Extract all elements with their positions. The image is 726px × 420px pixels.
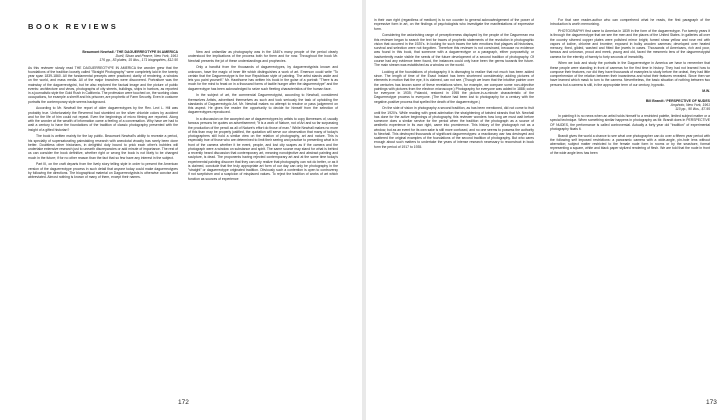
review-1-title: THE DAGUERREOTYPE IN AMERICA bbox=[116, 50, 178, 54]
paragraph: When we look and study the portraits in the Daguerreotype in America we have to remember that these people were standing in front of cameras for the first time in history. They had not learned how to compose their features, nor did they have thousands of examples to study before the ordeal, they had little comprehension of the relation between their inwardness and what their features revealed. Since then we have learned which mask to turn to the camera. Nevertheless, the basic situation of nothing between two persons but a camera is still, in the appropriate term of our century, hypnotic. bbox=[550, 61, 710, 87]
paragraph: PHOTOGRAPHY first came to America in 1839 in the form of the daguerreotype. For twenty years it is through the daguerreotype that we see the men and the places of the United States. In galleries all over the country silvered copper plates were polished mirror bright; fumed straw yellow and rose red with vapors of iodine, chlorine and bromine; exposed in bulky wooden cameras; developed over heated mercury; fixed, gilded, washed and fitted like jewels in cases. Thousands of Americans, rich and poor, famous and unknown, proud and meek, young and old, faced the mesmeric lens of the daguerreotypist camera for the eternity of twenty to forty seconds of immobility. bbox=[550, 29, 710, 59]
review-2-author: Bill Brandt bbox=[645, 98, 664, 103]
left-page bbox=[0, 0, 362, 420]
paragraph: In the subject of art, the commercial Daguerreotypist, according to Newhall, considered themselves Artists, advertised themselves as such and took seriously the task of upholding the standards of Daguerreotypic Art. Mr. Newhall makes no attempt to resolve or pass judgement on this aspect. He gives the reader the opportunity to decide for himself from the selection of daguerreotypes reproduced. bbox=[188, 93, 338, 115]
paragraph: Brandt gives the world a chance to see what one photographer can do over a fifteen year period with the following self imposed restrictions: a panoramic camera with a wide-angle, pin-hole lens without aberration; subject matter restricted to the female nude form in rooms or by the seashore, format representing a square, white and black paper stylized rendering of flesh. We are told that the nude in front of the wide angle lens has been bbox=[550, 133, 710, 155]
paragraph: in their own right (regardless of medium) is to run counter to general acknowledgement of the power of expressive form in art, on the findings of psychologists who investigate the manifestations of expressive form. bbox=[374, 18, 534, 31]
review-1-byline: Beaumont Newhall / THE DAGUERREOTYPE IN AMERICA Duell, Sloan and Pearce, New York, 1961 176 pp., 83 plates, 15 illus., 171 biographies, $12.50 bbox=[82, 50, 178, 63]
page-number-right: 173 bbox=[706, 399, 717, 406]
review-2-details: 110 pp., 90 illus., $7.95 bbox=[675, 106, 710, 111]
column-3 bbox=[374, 18, 534, 396]
review-2-byline: Bill Brandt / PERSPECTIVE OF NUDES Amphoto, New York, 1961 110 pp., 90 illus., $7.95 bbox=[645, 98, 710, 111]
review-2-title: PERSPECTIVE OF NUDES bbox=[666, 98, 710, 103]
column-2 bbox=[188, 50, 338, 396]
paragraph: On the side of vision in photography a second tradition, as has been mentioned, did not come to fruit until the 1920's. While reading with great admiration the straightening of twisted strands that Mr. Newhall has done for the active beginnings of photography, this reviewer wonders how long we must wait before someone does a similar service for the period when the tradition of the photograph as a source of aesthetic experience in its own right, came into prominence. This history of the photograph not as a window, but as an event for its own sake is still more confused, and no one seems to possess the authority to Newhall. This destroyed thousands of significant daguerreotypes: a reactionary war has destroyed and scattered the original examples of the foundations of the second tradition of photography. But who cares enough about such matters to undertake the years of intense research necessary to reconstruct in book form the period of 1917 to 1935. bbox=[374, 106, 534, 149]
review-2-publisher: Amphoto, New York, 1961 bbox=[670, 102, 710, 107]
paragraph: In painting it is no news when an artist holds himself to a restricted palette, limited subject matter or a special technique. When something similar happens in photography as Mr. Brandt does in PERSPECTIVE OF NUDES, the performance is called controversial. Actually a forty year old "tradition" of experimental photography floats it. bbox=[550, 114, 710, 131]
paragraph: New and unfamiliar as photography was in the 1840's many people of the period clearly understood the implications of the process both for them and for now. Throughout the book Mr. Newhall presents the jot of these understandings and prophecies. bbox=[188, 50, 338, 63]
paragraph: Looking at the foundations of photography it is dismaying to realize that not much has been added since. The length of time of the Exact Instant has been shortened considerably; adding pictures of elements in motion that the eye, it is claimed, can not see. (Though we learn that the intuitive painter over the centuries has known some of these revelations when, for example, we compare some non-objective paintings with pictures from the electron microscope.) Photography for everyone was added in 1888; color for everyone in 1935; Polaroid, restored in 1955 the picture-in-a-minute characteristic of the Daguerreotype process to everyone. (The feature had been lost to photography for a century with the negative-positive process that spelled the death of the daguerreotype.) bbox=[374, 69, 534, 104]
section-title: BOOK REVIEWS bbox=[28, 22, 119, 31]
review-1-publisher: Duell, Sloan and Pearce, New York, 1961 bbox=[115, 54, 178, 59]
paragraph: As this reviewer slowly read THE DAGUERREOTYPE IN AMERICA the wonder grew that the foundations of the tradition loosely called "Straight Photography" were completely laid in the twenty year span 1839-1860. All the fundamental precepts were practiced; clarity of rendering, a window on the world, and mass media. All of the major branches were discovered. Portraiture was the mainstay of the daguerreotypist, but he also explored the factual image and the picture of public events: architecture and views, photographs of city streets, buildings, ships in harbors, as reported in a journalistic style the Gold Rush in California. The profession were touched on, the working class occupations, for example a sheriff and his prisoner, are prophetic of Farm Security. Even in costume portraits the contemporary style seems background. bbox=[28, 65, 178, 104]
paragraph: For that rare reader-author who can comprehend what he reads, the first paragraph of the Introduction is worth memorizing. bbox=[550, 18, 710, 27]
page-number-left: 172 bbox=[178, 399, 189, 406]
reviewer-signature: M.W. bbox=[702, 89, 710, 94]
paragraph: In a discussion on the accepted use of daguerreotypes by artists to copy likenesses of, usually famous persons he quotes an advertisement; "It is a work of Nature, not of Art and so far surpassing the production of the pencil as all of Nature's effort do those of man." While Newhall makes no more of this than may be properly justified, the quotation will serve our observation that many of today's photographers still hold a similar view on the relation of photography, art and nature. This is especially true of those who are determined to limit their seeing and practice to presenting what is in front of the camera whether it be event, people, and lost city scapes as if the camera and the photograph were a window on substance and spirit. The same source may stand for what is behind a recently heard discussion that contemporary art, meaning nonobjective and abstract painting and sculpture, is dead. The proponents having rejected contemporary art and at the same time today's experimental painting discover that they can only realize that photography can not do better, or as it is claimed, conclude that the truly appropriate art form of our day can only be photography in the "straight" or daguerreotype originated tradition. Obviously such a contention is open to controversy if not scepticism and a suspicion of misplaced values. To reject the tradition of works of art which function as sources of experience bbox=[188, 117, 338, 181]
paragraph: According to Mr. Newhall the report of older daguerreotypes by the Rev. Levi L. Hill was probably true. Unfortunately the Reverend had stumbled on the silver chloride colors by accident and for the life of him could not repeat. Even the beginnings of micro filming are reported. Along with the wonder at the wealth of information came a feeling of a conversation. Why have we had to wait a century to have the foundations of the tradition of classic photography presented with the insight of a gifted historian? bbox=[28, 106, 178, 132]
review-1-details: 176 pp., 83 plates, 15 illus., 171 biographies, $12.50 bbox=[99, 58, 178, 63]
right-page bbox=[366, 0, 726, 420]
column-4 bbox=[550, 18, 710, 396]
paragraph: Considering the astonishing range of perceptiveness displayed by the people of the Daguerrean era this reviewer began to search the text for traces of prophetic statements of the revolution in photographic vision that occurred in the 1920's. In looking for such traces the twin emotions that plagues all historians, survival and selection were not forgotten. Therefore this reviewer is not convinced, because no evidence was found in this book, that someone with a daguerreotype or a paragraph, either purposefully, or inadvertently made visible the seeds of the future development of a second tradition of photography. Of course had any evidence been found, the instances could only have been the germs towards the future. The main stream was established as a window on the world. bbox=[374, 33, 534, 67]
paragraph: The book is written mainly for the lay public. Beaumont Newhall's ability to recreate a period, his specialty of supersaturating painstaking research with anecdotal vivacity has rarely been done better. Doubtless other historians, in delightful duty bound to prick each other's bubbles will undertake extensive research just to unearth discrepancies or add minute of importance. The rest of us can consider the book definitive, whether right or wrong the book is not likely to be changed much in the future; if for no other reason than the fact that so few have any interest in the subject. bbox=[28, 134, 178, 160]
paragraph: Part III, on the craft departs from the lively story telling style in order to present the American version of the daguerreotype process in such detail that anyone today could make daguerreotypes by following the directions. The biographical material on Daguerreotypists is otherwise concise and abbreviated. Almost nothing is known of many of them, except their names. bbox=[28, 162, 178, 180]
review-1-author: Beaumont Newhall bbox=[82, 50, 114, 54]
paragraph: Only a handful from the thousands of daguerreotypes, by daguerreotypists known and unknown, have the magic of inner life which distinguishes a work of art. Emerson could write "To certain that the Daguerreotype is the true Republican style of painting. The artist stands aside and lets you paint yourself." Mr. Hawthorne has written his book in the guise of a portrait: "There is as much for the mind to feast on in a thousand forms of tactile hunger after the daguerreotype" and the daguerreotype has been acknowledged to seize such fleeting characteristics of the human face. bbox=[188, 65, 338, 91]
column-1 bbox=[28, 50, 178, 396]
